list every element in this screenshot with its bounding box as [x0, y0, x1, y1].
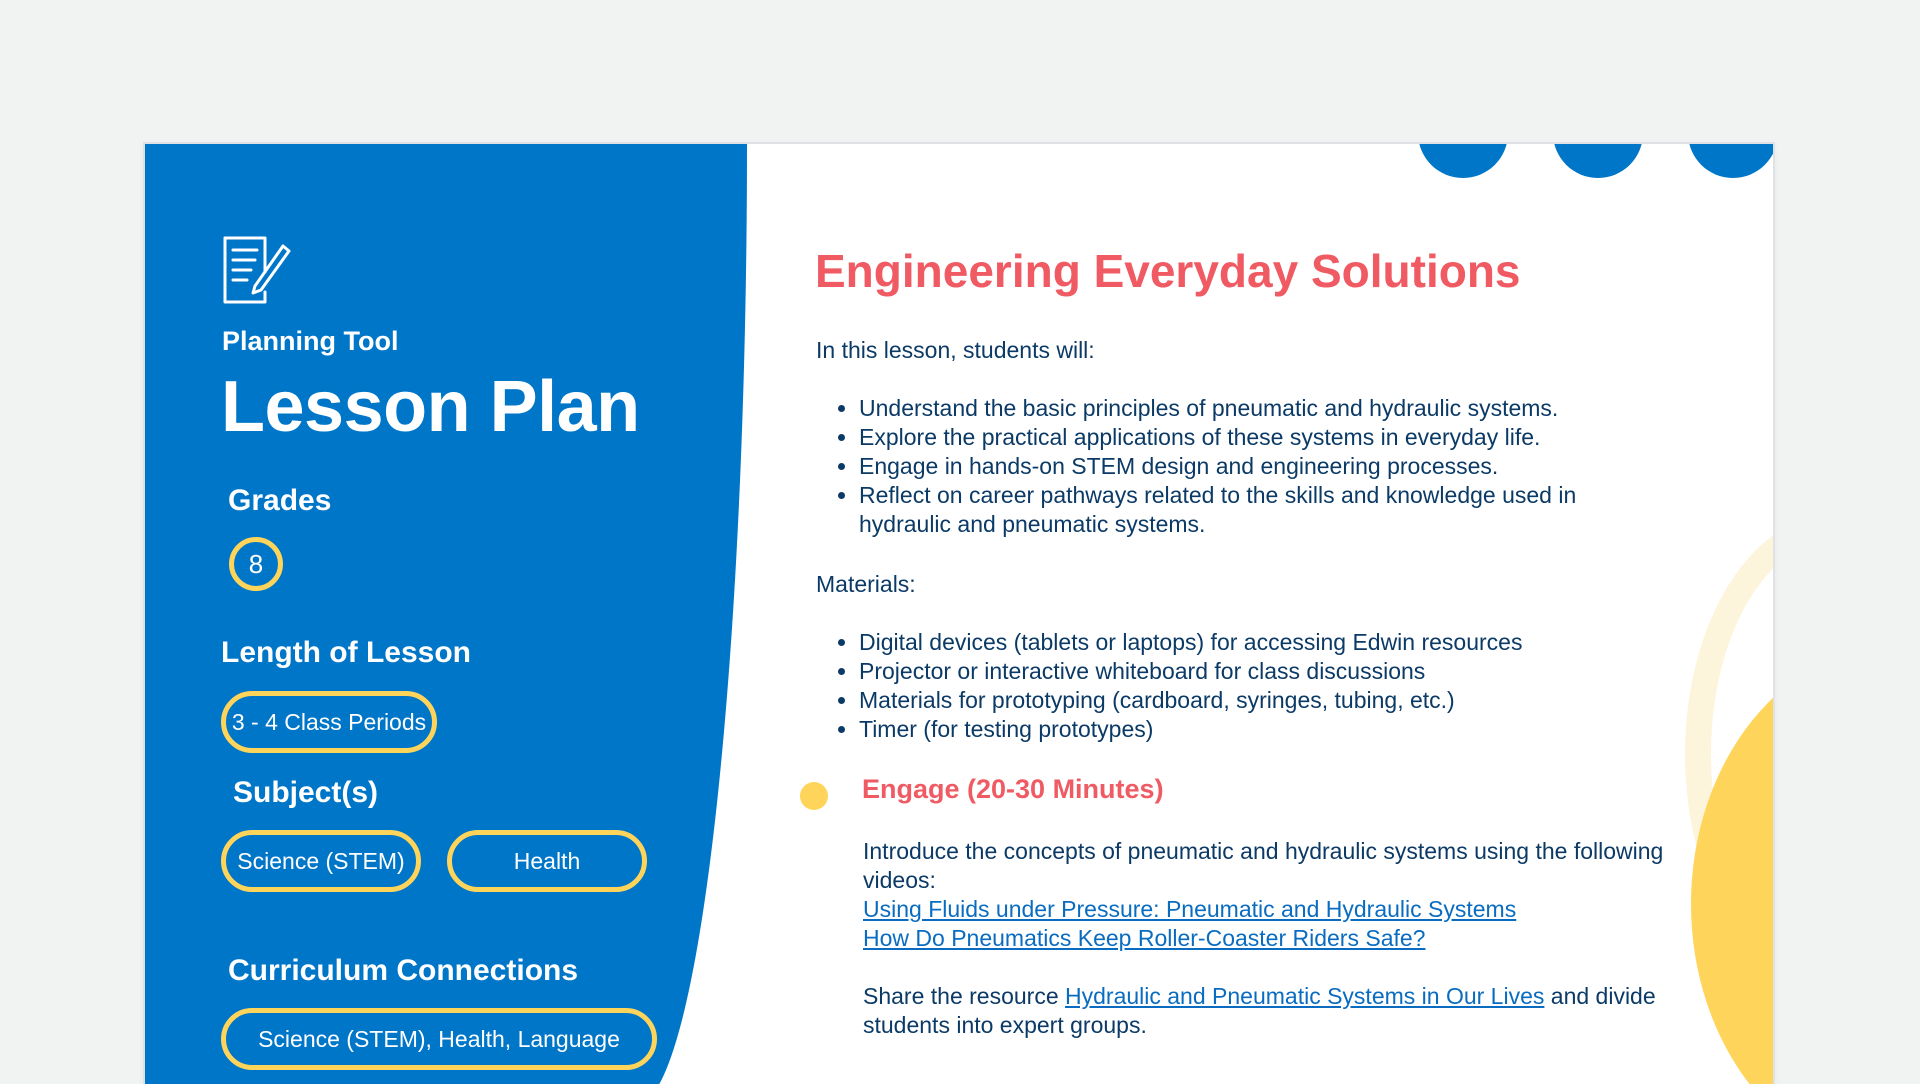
engage-bullet-dot [800, 782, 828, 810]
list-item: • Understand the basic principles of pneumatic and hydraulic systems. [859, 394, 1599, 423]
list-item: • Digital devices (tablets or laptops) for accessing Edwin resources [859, 628, 1639, 657]
decorative-dot [1418, 144, 1508, 178]
engage-intro: Introduce the concepts of pneumatic and hydraulic systems using the following videos: [863, 838, 1664, 893]
list-item: • Materials for prototyping (cardboard, syringes, tubing, etc.) [859, 686, 1639, 715]
materials-label: Materials: [816, 571, 916, 597]
list-item: • Engage in hands-on STEM design and engineering processes. [859, 452, 1599, 481]
video-link[interactable]: How Do Pneumatics Keep Roller-Coaster Riders Safe? [863, 925, 1426, 951]
sidebar-panel [145, 144, 747, 1084]
decorative-dot [1553, 144, 1643, 178]
grades-heading: Grades [228, 484, 332, 517]
lesson-plan-document [145, 144, 1773, 1084]
video-link-row [863, 924, 1425, 953]
length-heading: Length of Lesson [221, 636, 471, 669]
share-prefix: Share the resource [863, 983, 1066, 1009]
share-paragraph [863, 982, 1663, 1040]
objectives-list [817, 394, 1599, 539]
document-edit-icon [221, 234, 293, 306]
subject-pill: Science (STEM) [221, 830, 421, 892]
materials-list [817, 628, 1639, 744]
length-pill: 3 - 4 Class Periods [221, 691, 437, 753]
video-link-row [863, 895, 1516, 924]
lesson-plan-title: Lesson Plan [221, 367, 640, 447]
curriculum-pill: Science (STEM), Health, Language [221, 1008, 657, 1070]
subject-pill: Health [447, 830, 647, 892]
curriculum-heading: Curriculum Connections [228, 954, 579, 987]
lesson-title: Engineering Everyday Solutions [815, 245, 1521, 297]
list-item: • Timer (for testing prototypes) [859, 715, 1639, 744]
grade-badge: 8 [229, 537, 283, 591]
list-item: • Reflect on career pathways related to the skills and knowledge used in hydraulic and pneumatic systems. [859, 481, 1599, 539]
resource-link[interactable]: Hydraulic and Pneumatic Systems in Our Lives [1065, 983, 1545, 1009]
list-item: • Explore the practical applications of these systems in everyday life. [859, 423, 1599, 452]
engage-heading: Engage (20-30 Minutes) [862, 774, 1164, 804]
planning-tool-label: Planning Tool [222, 326, 399, 356]
subjects-heading: Subject(s) [233, 776, 379, 809]
video-link[interactable]: Using Fluids under Pressure: Pneumatic and Hydraulic Systems [863, 896, 1517, 922]
list-item: • Projector or interactive whiteboard for class discussions [859, 657, 1639, 686]
share-suffix: and divide students into expert groups. [863, 983, 1656, 1038]
intro-text: In this lesson, students will: [816, 337, 1095, 363]
decorative-dot [1688, 144, 1773, 178]
